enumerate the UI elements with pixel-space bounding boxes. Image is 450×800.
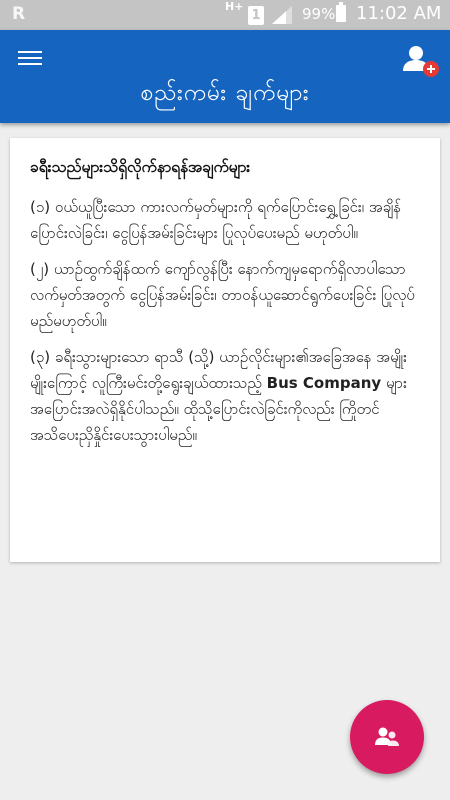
- status-bar: [0, 0, 450, 30]
- battery-percent: 99%: [302, 5, 336, 23]
- network-type: H+: [225, 0, 244, 13]
- app-bar: [0, 30, 450, 123]
- clause-3-text-start: (၃) ခရီးသွားများသော ရာသီ (သို့) ယာဥ်လိုင်းများ၏အခြေအနေ အမျိုးမျိုးကြောင့် လူကြီးမင်းတို့ရွေးချယ်ထားသည့်: [30, 348, 407, 392]
- contact-fab-button[interactable]: [350, 700, 424, 774]
- sim-indicator: 1: [248, 6, 264, 25]
- add-user-icon[interactable]: [402, 44, 442, 78]
- hamburger-menu-icon[interactable]: [18, 48, 42, 68]
- terms-card: [10, 138, 440, 562]
- people-chat-icon: [374, 725, 400, 749]
- page-title: စည်းကမ်း ချက်များ: [140, 80, 310, 106]
- bus-company-label: Bus Company: [266, 374, 382, 392]
- terms-clause-2: (၂) ယာဥ်ထွက်ချိန်ထက် ကျော်လွန်ပြီး နောက်ကျမှရောက်ရှိလာပါသော လက်မှတ်အတွက် ငွေပြန်အမ်းခြင်း၊ တာဝန်ယူဆောင်ရွက်ပေးခြင်း ပြုလုပ်မည်မဟုတ်ပါ။: [30, 260, 415, 330]
- battery-icon: [336, 5, 346, 22]
- signal-icon: [272, 6, 292, 28]
- terms-clause-1: (၁) ဝယ်ယူပြီးသော ကားလက်မှတ်များကို ရက်ပြောင်းရွှေ့ခြင်း၊ အချိန်ပြောင်းလဲခြင်း၊ ငွေပြန်အမ်းခြင်းများ ပြုလုပ်ပေးမည် မဟုတ်ပါ။: [30, 198, 402, 242]
- terms-clause-3: [30, 344, 422, 448]
- clock: 11:02 AM: [356, 3, 442, 24]
- carrier-logo: R: [12, 4, 26, 24]
- clause-3-text-end: များ အပြောင်းအလဲရှိနိုင်ပါသည်။ ထိုသို့ပြောင်းလဲခြင်းကိုလည်း ကြိုတင်အသိပေးညှိနှိုင်းပေးသွားပါမည်။: [30, 374, 407, 444]
- terms-heading: ခရီးသည်များသိရှိလိုက်နာရန်အချက်များ: [30, 158, 251, 176]
